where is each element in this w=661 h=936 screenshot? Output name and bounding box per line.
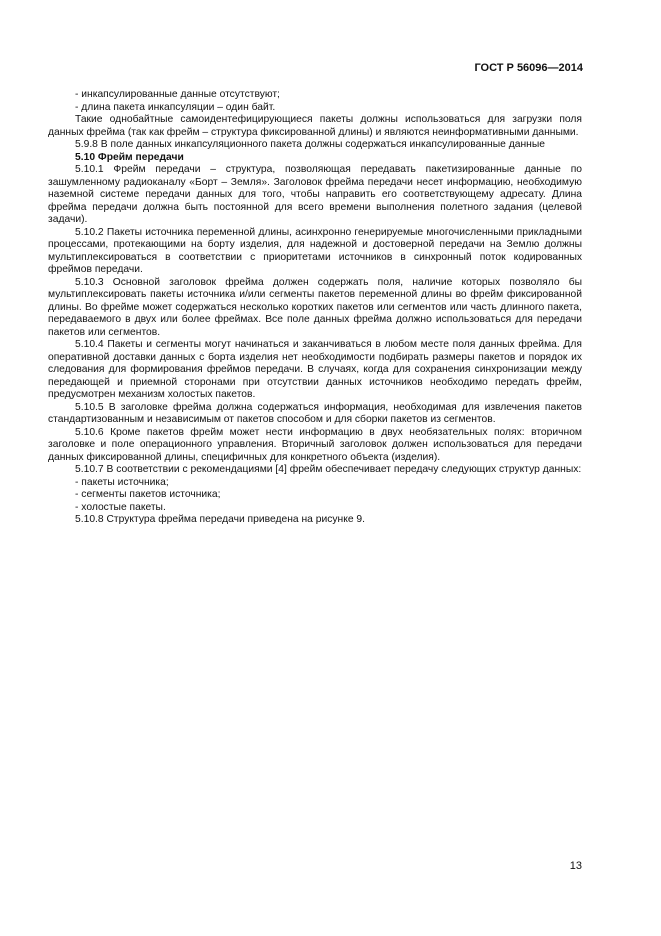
paragraph-5-10-8: 5.10.8 Структура фрейма передачи приведена на рисунке 9. xyxy=(75,514,366,525)
paragraph-5-10-1: 5.10.1 Фрейм передачи – структура, позволяющая передавать пакетизированные данные по зашумленному радиоканалу «Борт – Земля». Заголовок фрейма передачи несет информацию, необходимую наземной системе передачи данных для того, чтобы направить его соответствующему адресату. Длина фрейма передачи должна быть постоянной для всего времени выполнения полетного задания (целевой задачи). xyxy=(48,164,582,225)
paragraph-single-byte-packets: Такие однобайтные самоидентефицирующиеся пакеты должны использоваться для загрузки поля данных фрейма (так как фрейм – структура фиксированной длины) и являются неинформативными данными. xyxy=(48,114,582,138)
document-code: ГОСТ Р 56096—2014 xyxy=(474,62,583,74)
list-item: - пакеты источника; xyxy=(75,476,169,488)
paragraph-5-10-6: 5.10.6 Кроме пакетов фрейм может нести информацию в двух необязательных полях: вторичном заголовке и поле операционного управления. Вторичный заголовок должен использоваться для передачи данных фиксированной длины, специфичных для конкретного объекта (изделия). xyxy=(48,426,582,463)
page-number: 13 xyxy=(569,860,582,872)
section-title-5-10: 5.10 Фрейм передачи xyxy=(75,151,184,163)
page-body xyxy=(48,89,582,527)
list-item: - сегменты пакетов источника; xyxy=(75,489,221,500)
list-item: - инкапсулированные данные отсутствуют; xyxy=(75,89,280,100)
paragraph-5-9-8: 5.9.8 В поле данных инкапсуляционного пакета должны содержаться инкапсулированные данные xyxy=(75,139,545,150)
paragraph-5-10-7: 5.10.7 В соответствии с рекомендациями [4] фрейм обеспечивает передачу следующих структур данных: xyxy=(75,464,582,475)
list-item: - длина пакета инкапсуляции – один байт. xyxy=(75,101,276,113)
paragraph-5-10-5: 5.10.5 В заголовке фрейма должна содержаться информация, необходимая для извлечения пакетов стандартизованным и независимым от пакетов способом и для сборки пакетов из сегментов. xyxy=(48,401,582,425)
paragraph-5-10-4: 5.10.4 Пакеты и сегменты могут начинаться и заканчиваться в любом месте поля данных фрейма. Для оперативной доставки данных с борта изделия нет необходимости подбирать размеры пакетов и порядок их следования для формирования фреймов передачи. В случаях, когда для сохранения синхронизации между передающей и приемной сторонами при отсутствии данных источников необходимо передать фрейм, предусмотрен механизм холостых пакетов. xyxy=(48,339,582,400)
paragraph-5-10-3: 5.10.3 Основной заголовок фрейма должен содержать поля, наличие которых позволяло бы мультиплексировать пакеты источника и/или сегменты пакетов переменной длины во фрейм фиксированной длины. Во фрейме может содержаться несколько коротких пакетов или сегментов или часть длинного пакета, передаваемого в двух или более фреймах. Все поле данных фрейма должно использоваться для передачи пакетов или сегментов. xyxy=(48,276,582,338)
list-item: - холостые пакеты. xyxy=(75,501,166,513)
paragraph-5-10-2: 5.10.2 Пакеты источника переменной длины, асинхронно генерируемые многочисленными прикладными процессами, протекающими на борту изделия, для надежной и достоверной передачи на Землю должны мультиплексироваться в соответствии с приоритетами источников в синхронный поток кодированных фреймов передачи. xyxy=(48,226,582,275)
